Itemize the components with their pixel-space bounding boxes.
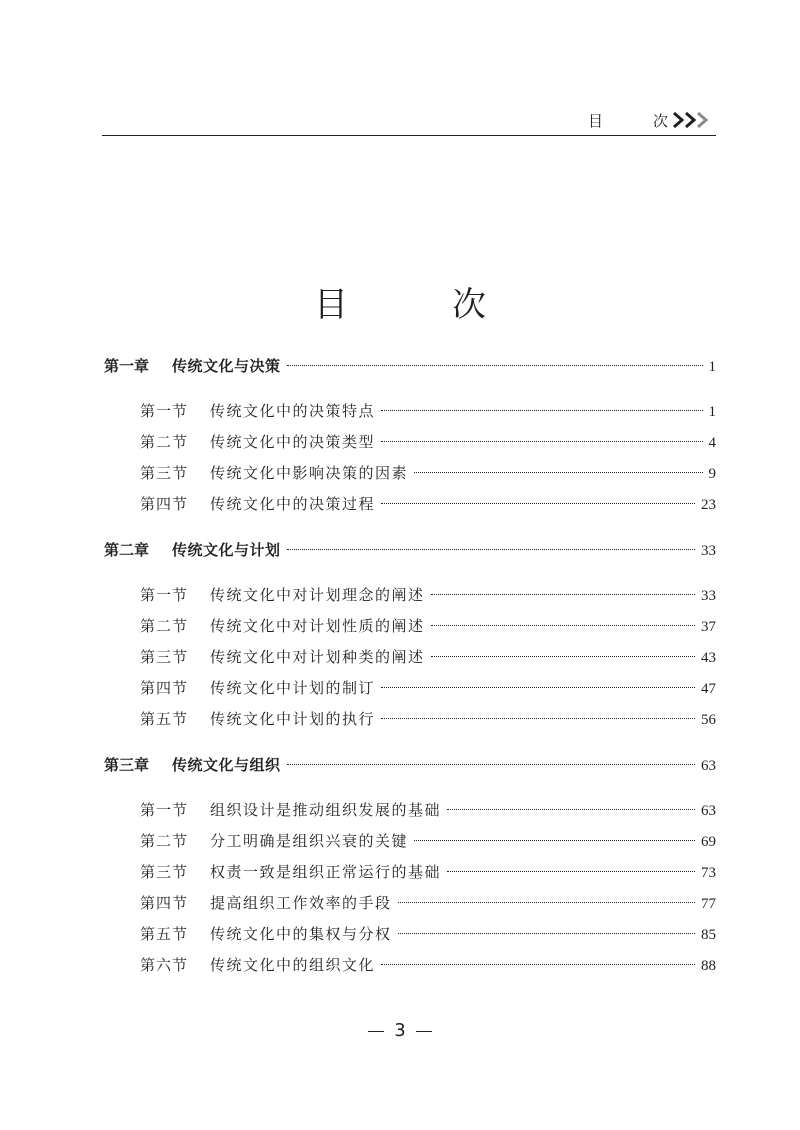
spacer	[104, 781, 716, 795]
chapter-title: 传统文化与决策	[172, 357, 281, 375]
section-title: 传统文化中的组织文化	[210, 956, 376, 974]
section-page-number: 9	[708, 466, 716, 482]
toc-section-entry[interactable]	[104, 826, 716, 857]
toc-chapter-entry[interactable]	[104, 534, 716, 566]
section-page-number: 77	[701, 896, 716, 912]
leader-dots	[287, 549, 695, 550]
section-number: 第四节	[140, 679, 189, 697]
leader-dots	[381, 441, 702, 442]
toc-section-entry[interactable]	[104, 704, 716, 735]
toc-section-entry[interactable]	[104, 580, 716, 611]
title-char-2: 次	[452, 284, 486, 325]
chapter-page-number: 33	[701, 543, 716, 559]
section-number: 第一节	[140, 801, 189, 819]
leader-dots	[414, 472, 702, 473]
footer-dash-left	[368, 1031, 384, 1032]
section-page-number: 73	[701, 865, 716, 881]
running-head-left-char: 目	[587, 112, 603, 130]
section-page-number: 88	[701, 958, 716, 974]
leader-dots	[447, 871, 695, 872]
section-title: 分工明确是组织兴衰的关键	[210, 832, 409, 850]
leader-dots	[431, 594, 695, 595]
section-number: 第一节	[140, 402, 189, 420]
section-title: 组织设计是推动组织发展的基础	[210, 801, 442, 819]
leader-dots	[287, 365, 703, 366]
leader-dots	[381, 964, 695, 965]
running-head-text	[588, 110, 668, 131]
section-page-number: 1	[708, 404, 716, 420]
toc-section-entry[interactable]	[104, 611, 716, 642]
leader-dots	[398, 933, 695, 934]
header-rule	[102, 135, 716, 136]
section-title: 传统文化中的决策过程	[210, 495, 376, 513]
page-number: 3	[394, 1020, 406, 1041]
section-page-number: 63	[701, 803, 716, 819]
chapter-title: 传统文化与计划	[172, 541, 281, 559]
section-number: 第四节	[140, 894, 189, 912]
section-number: 第五节	[140, 710, 189, 728]
section-number: 第一节	[140, 586, 189, 604]
section-number: 第二节	[140, 433, 189, 451]
section-title: 传统文化中计划的制订	[210, 679, 376, 697]
table-of-contents	[104, 350, 716, 981]
spacer	[104, 566, 716, 580]
spacer	[104, 735, 716, 749]
section-title: 传统文化中的决策类型	[210, 433, 376, 451]
toc-section-entry[interactable]	[104, 396, 716, 427]
leader-dots	[381, 410, 702, 411]
footer-dash-right	[416, 1031, 432, 1032]
toc-chapter-entry[interactable]	[104, 350, 716, 382]
toc-section-entry[interactable]	[104, 427, 716, 458]
section-number: 第六节	[140, 956, 189, 974]
page-title	[0, 277, 800, 326]
running-head	[102, 106, 716, 136]
section-number: 第三节	[140, 464, 189, 482]
toc-section-entry[interactable]	[104, 919, 716, 950]
toc-section-entry[interactable]	[104, 489, 716, 520]
page-footer	[0, 1020, 800, 1041]
section-page-number: 43	[701, 650, 716, 666]
section-title: 提高组织工作效率的手段	[210, 894, 392, 912]
leader-dots	[414, 840, 695, 841]
leader-dots	[398, 902, 695, 903]
chevron-double-right-icon	[672, 112, 716, 128]
section-title: 传统文化中对计划理念的阐述	[210, 586, 425, 604]
toc-chapter-entry[interactable]	[104, 749, 716, 781]
section-page-number: 37	[701, 619, 716, 635]
section-number: 第四节	[140, 495, 189, 513]
section-page-number: 4	[708, 435, 716, 451]
toc-section-entry[interactable]	[104, 888, 716, 919]
title-char-1: 目	[314, 284, 348, 325]
chapter-page-number: 63	[701, 758, 716, 774]
leader-dots	[381, 687, 695, 688]
leader-dots	[447, 809, 695, 810]
toc-section-entry[interactable]	[104, 795, 716, 826]
chapter-page-number: 1	[708, 359, 716, 375]
section-page-number: 69	[701, 834, 716, 850]
section-page-number: 33	[701, 588, 716, 604]
section-page-number: 56	[701, 712, 716, 728]
section-title: 传统文化中的决策特点	[210, 402, 376, 420]
running-head-right-char: 次	[652, 112, 668, 130]
section-page-number: 85	[701, 927, 716, 943]
chapter-number: 第一章	[104, 357, 150, 375]
toc-section-entry[interactable]	[104, 642, 716, 673]
leader-dots	[431, 625, 695, 626]
section-number: 第二节	[140, 617, 189, 635]
section-title: 传统文化中影响决策的因素	[210, 464, 409, 482]
section-page-number: 23	[701, 497, 716, 513]
section-title: 传统文化中计划的执行	[210, 710, 376, 728]
leader-dots	[287, 764, 695, 765]
toc-section-entry[interactable]	[104, 458, 716, 489]
section-title: 权责一致是组织正常运行的基础	[210, 863, 442, 881]
spacer	[104, 520, 716, 534]
leader-dots	[381, 718, 695, 719]
leader-dots	[381, 503, 695, 504]
section-title: 传统文化中对计划种类的阐述	[210, 648, 425, 666]
section-number: 第三节	[140, 863, 189, 881]
section-number: 第二节	[140, 832, 189, 850]
toc-section-entry[interactable]	[104, 950, 716, 981]
section-number: 第三节	[140, 648, 189, 666]
toc-section-entry[interactable]	[104, 673, 716, 704]
spacer	[104, 382, 716, 396]
section-title: 传统文化中的集权与分权	[210, 925, 392, 943]
chapter-number: 第三章	[104, 756, 150, 774]
leader-dots	[431, 656, 695, 657]
section-number: 第五节	[140, 925, 189, 943]
chapter-number: 第二章	[104, 541, 150, 559]
section-title: 传统文化中对计划性质的阐述	[210, 617, 425, 635]
toc-section-entry[interactable]	[104, 857, 716, 888]
section-page-number: 47	[701, 681, 716, 697]
chapter-title: 传统文化与组织	[172, 756, 281, 774]
